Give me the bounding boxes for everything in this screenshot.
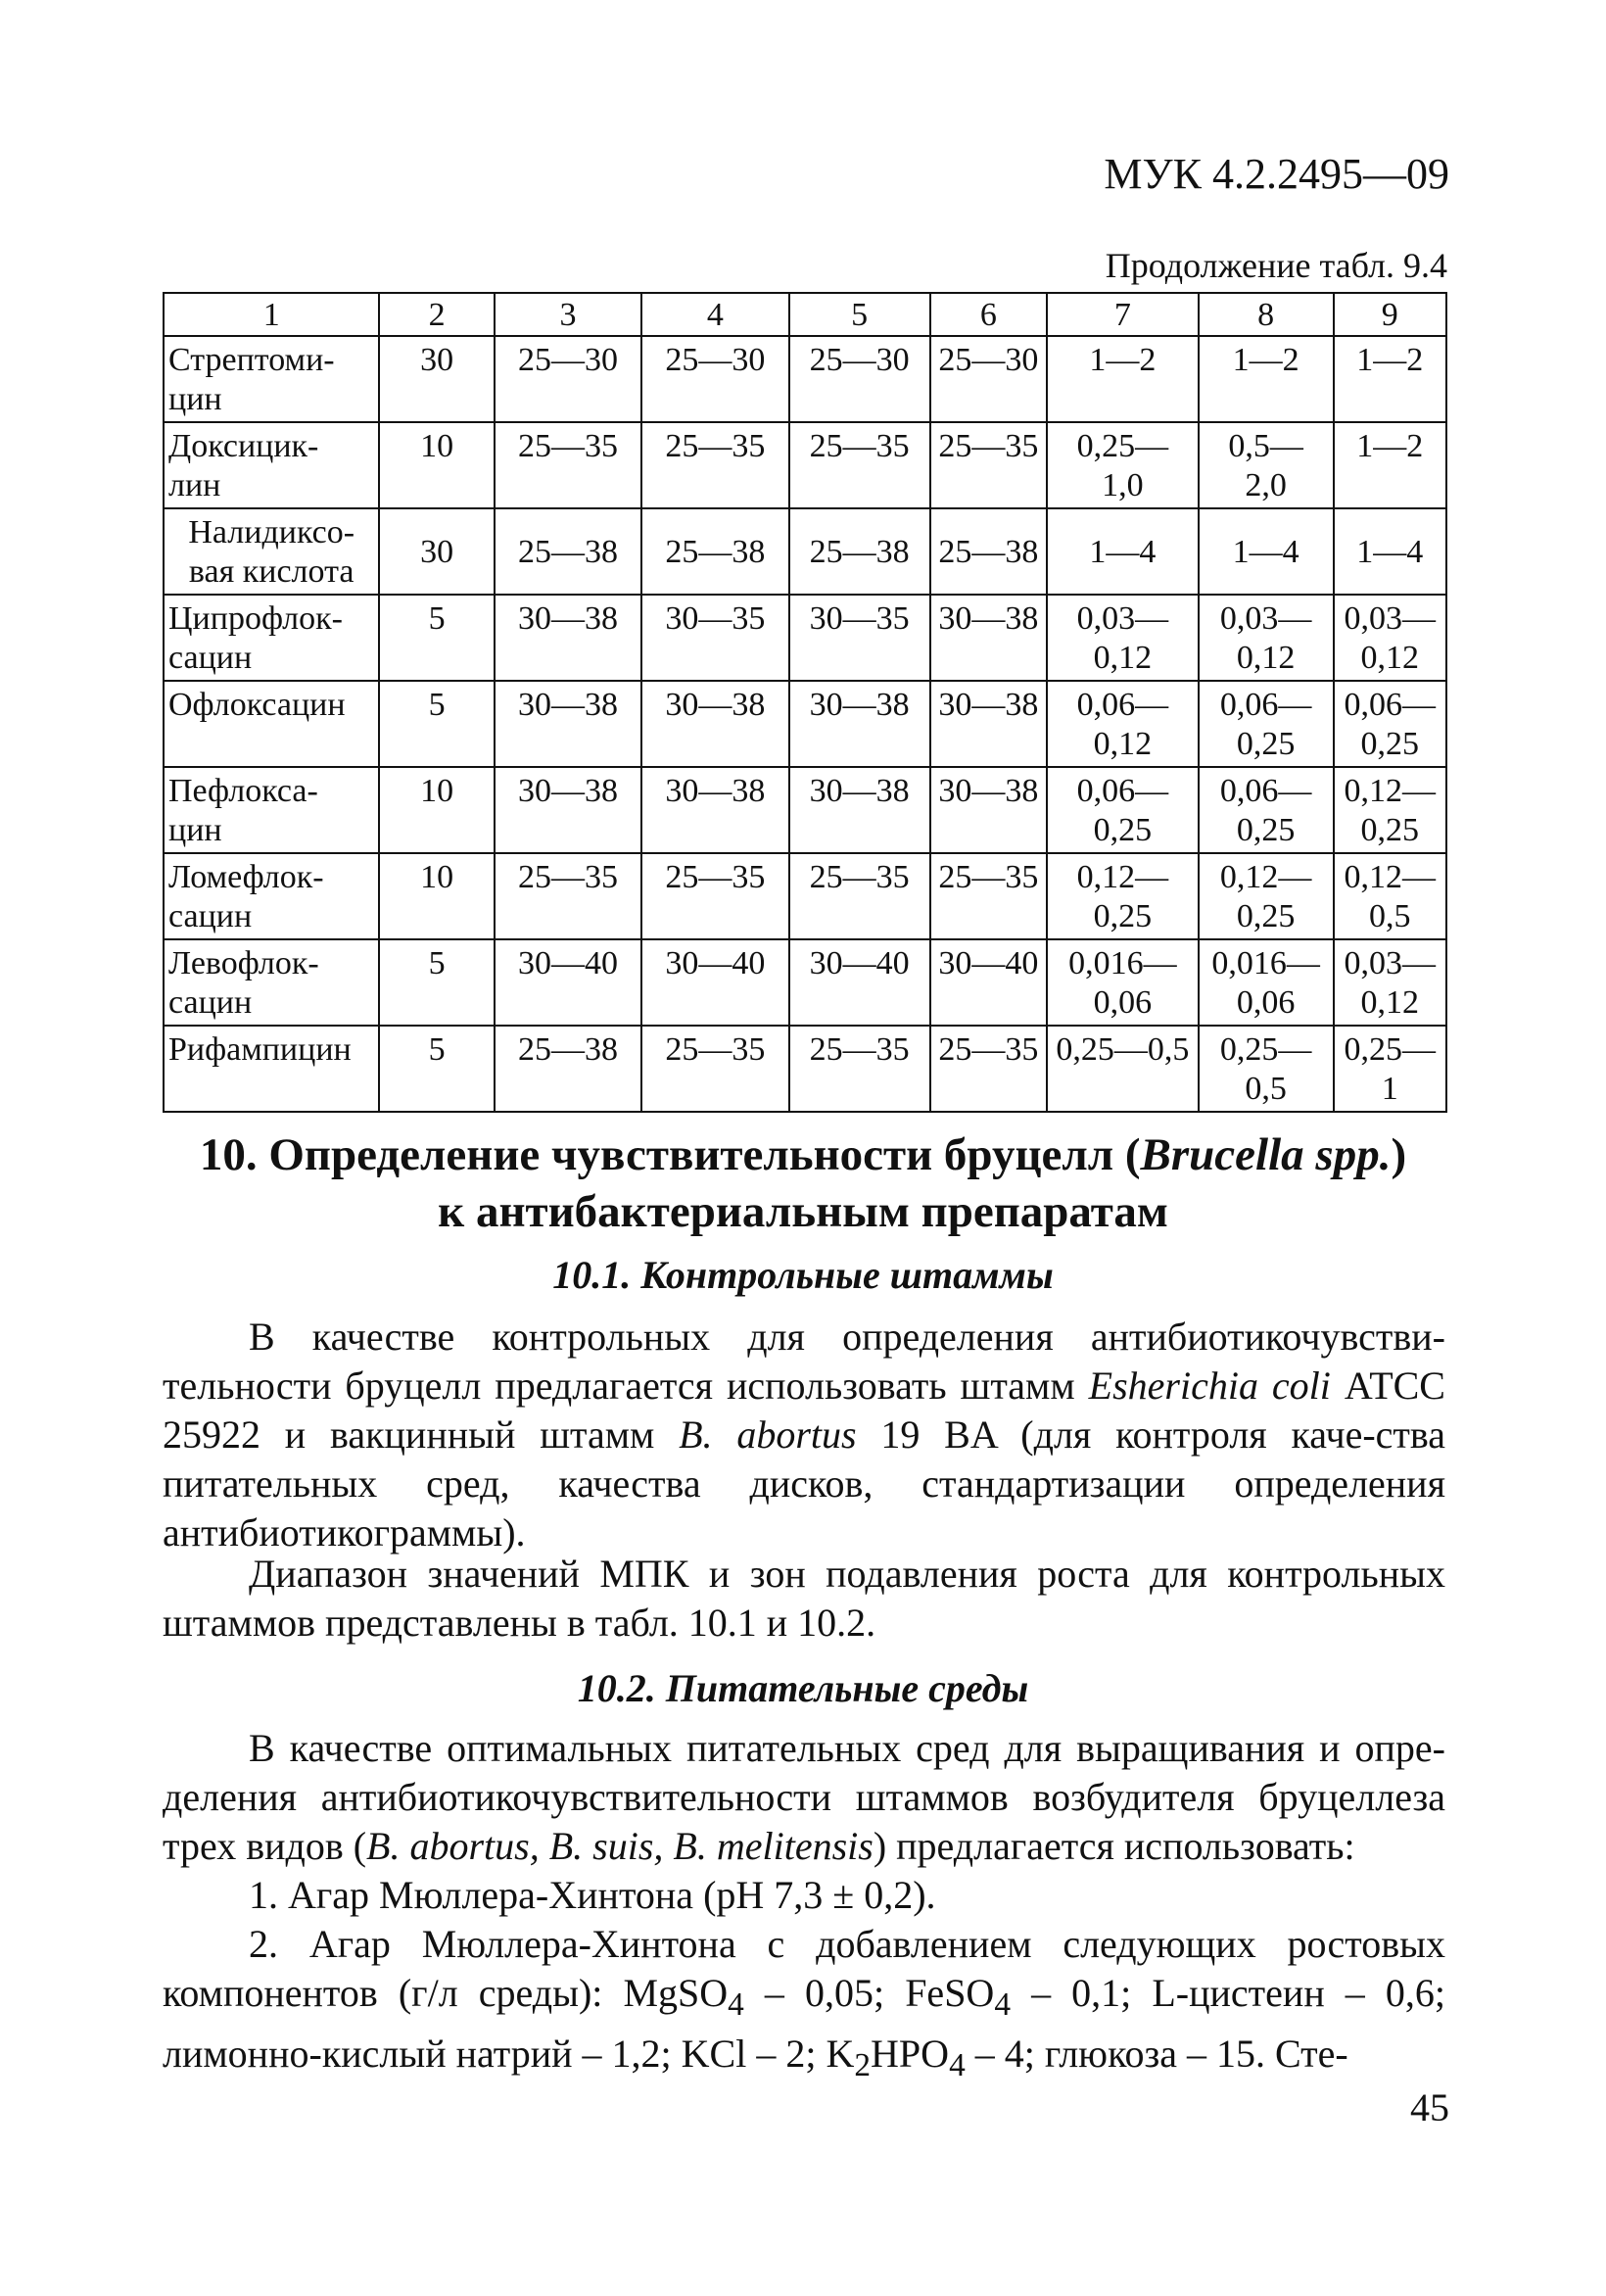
- section-10-1-paragraph-2: Диапазон значений МПК и зон подавления роста для контрольных штаммов представлены в табл. 10.1 и 10.2.: [163, 1552, 1445, 1645]
- table-row: [164, 767, 1446, 853]
- table-cell: 0,03— 0,12: [1199, 595, 1334, 681]
- table-cell: 30—40: [789, 939, 930, 1026]
- table-row: [164, 336, 1446, 422]
- table-cell: 0,06— 0,25: [1199, 767, 1334, 853]
- column-header: 8: [1199, 293, 1334, 336]
- table-cell: 0,016— 0,06: [1199, 939, 1334, 1026]
- table-cell: 1—4: [1199, 508, 1334, 595]
- table-cell: 25—30: [495, 336, 641, 422]
- table-cell: 1—4: [1047, 508, 1198, 595]
- drug-name-cell: Налидиксо- вая кислота: [164, 508, 379, 595]
- section-10-1-paragraph-1: В качестве контрольных для определения антибиотикочувстви-тельности бруцелл предлагается использовать штамм Esherichia coli АТСС 25922 и вакцинный штамм B. abortus 19 BA (для контроля каче-ства питательных сред, качества дисков, стандартизации определения антибиотикограммы).: [163, 1315, 1445, 1555]
- table-cell: 30—40: [930, 939, 1047, 1026]
- table-row: [164, 1026, 1446, 1112]
- table-cell: 0,03— 0,12: [1334, 595, 1446, 681]
- table-cell: 30—38: [495, 767, 641, 853]
- drug-name-cell: Пефлокса- цин: [164, 767, 379, 853]
- drug-name-cell: Левофлок- сацин: [164, 939, 379, 1026]
- table-cell: 1—2: [1047, 336, 1198, 422]
- table-cell: 0,06— 0,25: [1199, 681, 1334, 767]
- drug-name-cell: Ломефлок- сацин: [164, 853, 379, 939]
- table-cell: 0,06— 0,12: [1047, 681, 1198, 767]
- table-cell: 0,25—1: [1334, 1026, 1446, 1112]
- section-10-heading: 10. Определение чувствительности бруцелл (Brucella spp.) к антибактериальным препаратам: [199, 1129, 1407, 1237]
- section-10-2-heading: 10.2. Питательные среды: [577, 1666, 1029, 1710]
- table-cell: 1—2: [1334, 336, 1446, 422]
- table-cell: 5: [379, 939, 494, 1026]
- table-row: [164, 422, 1446, 508]
- column-header: 1: [164, 293, 379, 336]
- table-cell: 30—38: [641, 681, 788, 767]
- table-body: [164, 336, 1446, 1112]
- table-cell: 25—38: [930, 508, 1047, 595]
- table-row: [164, 681, 1446, 767]
- table-cell: 25—35: [930, 422, 1047, 508]
- table-cell: 25—35: [789, 853, 930, 939]
- table-cell: 5: [379, 681, 494, 767]
- table-cell: 30—40: [495, 939, 641, 1026]
- table-row: [164, 595, 1446, 681]
- table-cell: 0,25—0,5: [1047, 1026, 1198, 1112]
- table-cell: 30: [379, 336, 494, 422]
- table-cell: 25—35: [930, 853, 1047, 939]
- table-cell: 25—35: [495, 422, 641, 508]
- table-cell: 25—35: [641, 853, 788, 939]
- table-cell: 25—35: [789, 1026, 930, 1112]
- table-cell: 0,12— 0,5: [1334, 853, 1446, 939]
- table-continuation-label: Продолжение табл. 9.4: [1105, 246, 1447, 285]
- table-cell: 30—38: [930, 595, 1047, 681]
- table-cell: 30—38: [789, 681, 930, 767]
- table-row: [164, 939, 1446, 1026]
- page-number: 45: [1410, 2085, 1449, 2129]
- drug-name-cell: Стрептоми- цин: [164, 336, 379, 422]
- column-header: 9: [1334, 293, 1446, 336]
- column-header: 2: [379, 293, 494, 336]
- table-cell: 30—38: [789, 767, 930, 853]
- table-cell: 25—35: [930, 1026, 1047, 1112]
- table-cell: 10: [379, 422, 494, 508]
- table-cell: 30: [379, 508, 494, 595]
- table-cell: 0,12— 0,25: [1047, 853, 1198, 939]
- table-cell: 25—35: [641, 1026, 788, 1112]
- table-cell: 1—2: [1334, 422, 1446, 508]
- document-code: МУК 4.2.2495—09: [1104, 150, 1449, 198]
- table-row: [164, 853, 1446, 939]
- table-cell: 5: [379, 1026, 494, 1112]
- table-cell: 30—38: [930, 767, 1047, 853]
- section-10-2-item-2: 2. Агар Мюллера-Хинтона с добавлением следующих ростовых компонентов (г/л среды): MgSO$_4$ – 0,05; FeSO$_4$ – 0,1; L-цистеин – 0,6; лимонно-кислый натрий – 1,2; KCl – 2; $K_2HPO_4 - 4$; глюкоза – 15. Сте-: [163, 1922, 1446, 2083]
- section-10-2-item-1: 1. Агар Мюллера-Хинтона (рН 7,3 ± 0,2).: [249, 1873, 936, 1917]
- table-cell: 0,5— 2,0: [1199, 422, 1334, 508]
- column-header: 3: [495, 293, 641, 336]
- table-cell: 1—2: [1199, 336, 1334, 422]
- table-cell: 0,06— 0,25: [1334, 681, 1446, 767]
- table-row: [164, 508, 1446, 595]
- table-cell: 10: [379, 767, 494, 853]
- table-cell: 25—35: [641, 422, 788, 508]
- table-cell: 10: [379, 853, 494, 939]
- table-cell: 30—40: [641, 939, 788, 1026]
- table-cell: 1—4: [1334, 508, 1446, 595]
- table-cell: 0,25— 0,5: [1199, 1026, 1334, 1112]
- table-cell: 0,06— 0,25: [1047, 767, 1198, 853]
- antibiotic-table: [163, 292, 1447, 1113]
- table-cell: 0,03— 0,12: [1334, 939, 1446, 1026]
- drug-name-cell: Рифампицин: [164, 1026, 379, 1112]
- table-cell: 25—30: [641, 336, 788, 422]
- table-cell: 0,12— 0,25: [1334, 767, 1446, 853]
- table-cell: 30—35: [641, 595, 788, 681]
- table-cell: 30—38: [641, 767, 788, 853]
- table-cell: 5: [379, 595, 494, 681]
- drug-name-cell: Офлоксацин: [164, 681, 379, 767]
- column-header: 5: [789, 293, 930, 336]
- table-cell: 30—35: [789, 595, 930, 681]
- table-cell: 25—38: [641, 508, 788, 595]
- table-cell: 25—35: [789, 422, 930, 508]
- table-cell: 0,03— 0,12: [1047, 595, 1198, 681]
- table-cell: 25—38: [789, 508, 930, 595]
- table-header-row: [164, 293, 1446, 336]
- table-cell: 30—38: [495, 595, 641, 681]
- section-10-1-heading: 10.1. Контрольные штаммы: [552, 1253, 1054, 1297]
- table-cell: 25—35: [495, 853, 641, 939]
- table-cell: 0,25— 1,0: [1047, 422, 1198, 508]
- column-header: 4: [641, 293, 788, 336]
- table-cell: 25—38: [495, 508, 641, 595]
- table-cell: 0,12— 0,25: [1199, 853, 1334, 939]
- column-header: 6: [930, 293, 1047, 336]
- drug-name-cell: Ципрофлок- сацин: [164, 595, 379, 681]
- column-header: 7: [1047, 293, 1198, 336]
- table-cell: 25—30: [930, 336, 1047, 422]
- table-cell: 25—38: [495, 1026, 641, 1112]
- drug-name-cell: Доксицик- лин: [164, 422, 379, 508]
- table-cell: 30—38: [930, 681, 1047, 767]
- table-cell: 25—30: [789, 336, 930, 422]
- section-10-2-paragraph-1: В качестве оптимальных питательных сред для выращивания и опре-деления антибиотикочувствительности штаммов возбудителя бруцеллеза трех видов (B. abortus, B. suis, B. melitensis) предлагается использовать:: [163, 1726, 1445, 1868]
- table-cell: 30—38: [495, 681, 641, 767]
- table-cell: 0,016— 0,06: [1047, 939, 1198, 1026]
